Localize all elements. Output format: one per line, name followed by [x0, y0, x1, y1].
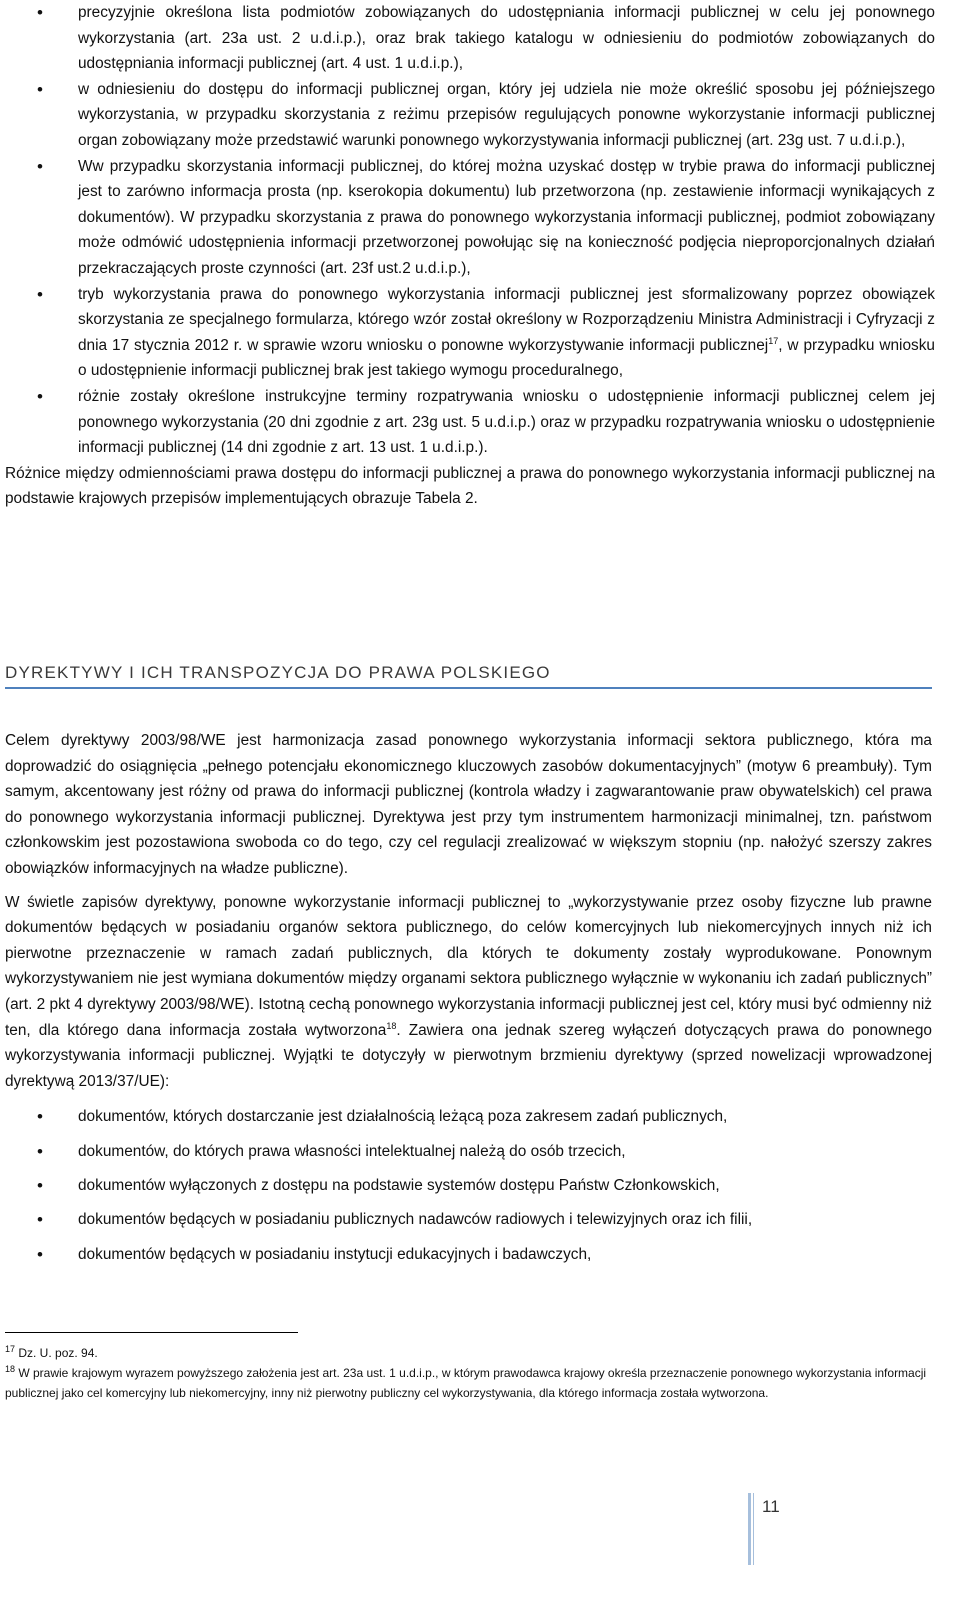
list-item: • w odniesieniu do dostępu do informacji publicznej organ, który jej udziela nie może określić sposobu jej późniejszego wykorzystania, w przypadku skorzystania z reżimu przepisów regulujących ponowne wykorzystanie informacji publicznej organ zobowiązany może przedstawić warunki ponownego wykorzystywania informacji publicznej (art. 23g ust. 7 u.d.i.p.),	[5, 77, 935, 154]
exceptions-list	[5, 1100, 932, 1271]
page-number-rule	[748, 1493, 751, 1565]
list-item: • Ww przypadku skorzystania informacji publicznej, do której można uzyskać dostęp w trybie prawa do informacji publicznej jest to zarówno informacja prosta (np. kserokopia dokumentu) lub przetworzona (np. zestawienie informacji wynikających z dokumentów). W przypadku skorzystania z prawa do ponownego wykorzystania informacji publicznej, podmiot zobowiązany może odmówić udostępnienia informacji przetworzonej powołując się na konieczność podjęcia nieproporcjonalnych działań przekraczających proste czynności (art. 23f ust.2 u.d.i.p.),	[5, 154, 935, 282]
list-item-text: tryb wykorzystania prawa do ponownego wykorzystania informacji publicznej jest sformalizowany poprzez obowiązek skorzystania ze specjalnego formularza, którego wzór został określony w Rozporządzeniu Ministra Administracji i Cyfryzacji z dnia 17 stycznia 2012 r. w sprawie wzoru wniosku o ponowne wykorzystywanie informacji publicznej	[78, 285, 935, 354]
paragraph-text: . Zawiera ona jednak szereg wyłączeń dotyczących prawa do ponownego wykorzystywania informacji publicznej. Wyjątki te dotyczyły w pierwotnym brzmieniu dyrektywy (sprzed nowelizacji wprowadzonej dyrektywą 2013/37/UE):	[5, 1021, 932, 1090]
list-item: • różnie zostały określone instrukcyjne terminy rozpatrywania wniosku o udostępnienie informacji publicznej celem jej ponownego wykorzystania (20 dni zgodnie z art. 23g ust. 5 u.d.i.p.) oraz w przypadku rozpatrywania wniosku o udostępnienie informacji publicznej (14 dni zgodnie z art. 13 ust. 1 u.d.i.p.).	[5, 384, 935, 461]
footnote-ref[interactable]: 18	[386, 1020, 397, 1031]
list-item-text: , w przypadku wniosku o udostępnienie informacji publicznej brak jest takiego wymogu proceduralnego,	[78, 336, 935, 380]
footnote-divider	[5, 1332, 298, 1333]
page-number-rule	[753, 1493, 754, 1565]
paragraph	[5, 890, 932, 1095]
footnote-text: W prawie krajowym wyrazem powyższego założenia jest art. 23a ust. 1 u.d.i.p., w którym prawodawca krajowy określa przeznaczenie ponownego wykorzystania informacji publicznej jako cel komercyjny lub niekomercyjny, inny niż pierwotny publiczny cel wykorzystywania, dla którego informacja została wytworzona.	[5, 1366, 927, 1400]
section-body	[5, 728, 932, 1272]
footnote-number: 18	[5, 1364, 16, 1374]
summary-paragraph: Różnice między odmiennościami prawa dostępu do informacji publicznej a prawa do ponownego wykorzystania informacji publicznej na podstawie krajowych przepisów implementujących obrazuje Tabela 2.	[5, 464, 935, 508]
list-item: • dokumentów będących w posiadaniu instytucji edukacyjnych i badawczych,	[5, 1238, 932, 1272]
footnotes	[5, 1343, 930, 1403]
bullet-list-differences	[5, 0, 935, 461]
list-item	[5, 282, 935, 384]
paragraph-text: W świetle zapisów dyrektywy, ponowne wykorzystanie informacji publicznej to „wykorzystywanie przez osoby fizyczne lub prawne dokumentów będących w posiadaniu organów sektora publicznego, do celów komercyjnych lub niekomercyjnych innych niż ich pierwotne przeznaczenie w ramach zadań publicznych, dla których te dokumenty zostały wyprodukowane. Ponownym wykorzystywaniem nie jest wymiana dokumentów między organami sektora publicznego wyłącznie w wykonaniu ich zadań publicznych” (art. 2 pkt 4 dyrektywy 2003/98/WE). Istotną cechą ponownego wykorzystania informacji publicznej jest cel, który musi być odmienny niż ten, dla którego dana informacja została wytworzona	[5, 893, 932, 1039]
footnote-number: 17	[5, 1344, 16, 1354]
top-content	[5, 0, 935, 512]
list-item: • dokumentów, których dostarczanie jest działalnością leżącą poza zakresem zadań publicznych,	[5, 1100, 932, 1134]
footnote	[5, 1363, 930, 1403]
footnote-text: Dz. U. poz. 94.	[15, 1346, 98, 1360]
paragraph: Celem dyrektywy 2003/98/WE jest harmonizacja zasad ponownego wykorzystania informacji sektora publicznego, która ma doprowadzić do osiągnięcia „pełnego potencjału ekonomicznego kluczowych zasobów dokumentacyjnych” (motyw 6 preambuły). Tym samym, akcentowany jest różny od prawa do informacji publicznej (kontrola władzy i zagwarantowanie praw obywatelskich) cel prawa do ponownego wykorzystania informacji publicznej. Dyrektywa jest przy tym instrumentem harmonizacji minimalnej, tzn. państwom członkowskim jest pozostawiona swoboda co do tego, czy cel regulacji zrealizować w większym stopniu (np. nałożyć szerszy zakres obowiązków informacyjnych na władze publiczne).	[5, 732, 932, 877]
section-heading: DYREKTYWY I ICH TRANSPOZYCJA DO PRAWA POLSKIEGO	[5, 663, 932, 689]
page-number: 11	[762, 1497, 780, 1516]
footnote-ref[interactable]: 17	[768, 335, 779, 346]
list-item: • dokumentów, do których prawa własności intelektualnej należą do osób trzecich,	[5, 1135, 932, 1169]
list-item: • precyzyjnie określona lista podmiotów zobowiązanych do udostępniania informacji publicznej w celu jej ponownego wykorzystania (art. 23a ust. 2 u.d.i.p.), oraz brak takiego katalogu w odniesieniu do podmiotów zobowiązanych do udostępniania informacji publicznej (art. 4 ust. 1 u.d.i.p.),	[5, 0, 935, 77]
list-item: • dokumentów wyłączonych z dostępu na podstawie systemów dostępu Państw Członkowskich,	[5, 1169, 932, 1203]
list-item: • dokumentów będących w posiadaniu publicznych nadawców radiowych i telewizyjnych oraz ich filii,	[5, 1203, 932, 1237]
footnote	[5, 1343, 930, 1363]
